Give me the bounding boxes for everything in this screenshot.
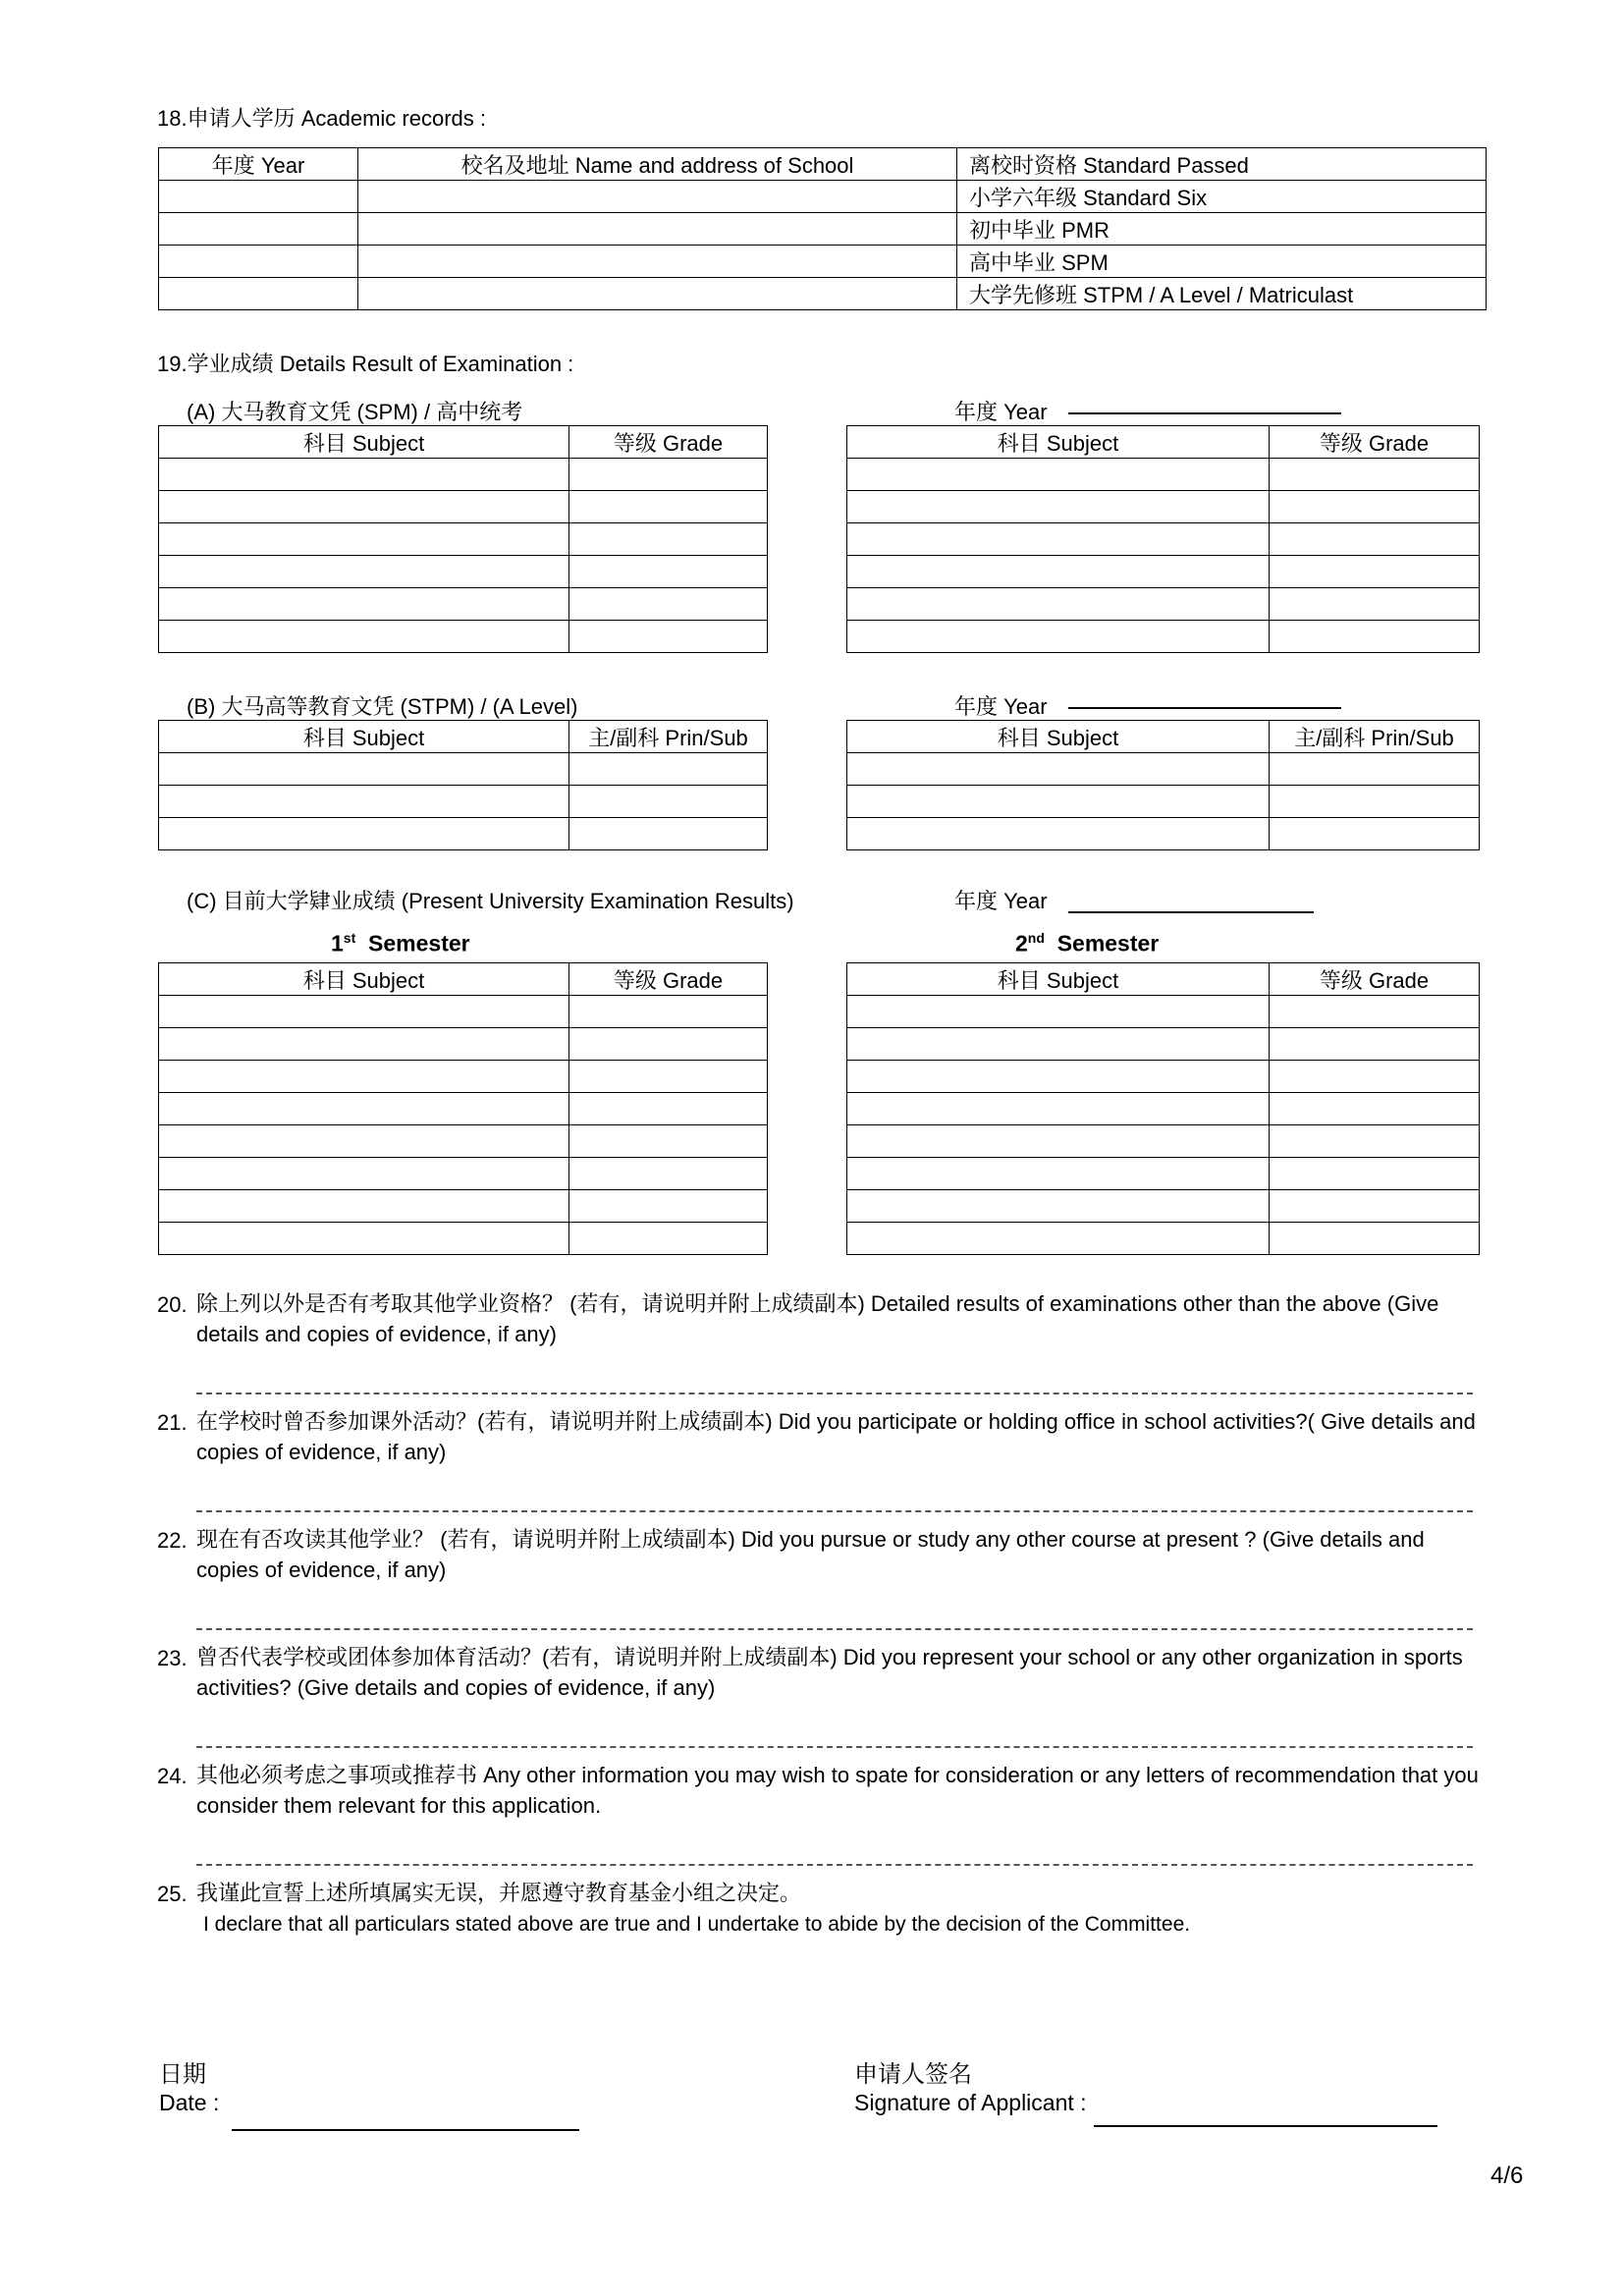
date-label-zh: 日期 [159, 2061, 206, 2088]
col-header-standard: 离校时资格 Standard Passed [957, 148, 1487, 181]
table-row [847, 523, 1480, 556]
subject-cell[interactable] [847, 996, 1270, 1028]
grade-cell[interactable] [1270, 459, 1480, 491]
year-label-a: 年度 Year [954, 400, 1048, 424]
page-number: 4/6 [1490, 2162, 1524, 2189]
table-row [847, 459, 1480, 491]
grade-cell[interactable] [569, 1061, 768, 1093]
col-header-prin-sub: 主/副科 Prin/Sub [1270, 721, 1480, 753]
table-row [847, 786, 1480, 818]
year-field-b[interactable] [1068, 707, 1341, 709]
school-cell[interactable] [358, 246, 957, 278]
grade-cell[interactable] [1270, 1223, 1480, 1255]
answer-line-24[interactable] [196, 1864, 1473, 1866]
semester-1-table [158, 962, 768, 1255]
grade-cell[interactable] [1270, 1061, 1480, 1093]
prin-sub-cell[interactable] [569, 753, 768, 786]
table-row [159, 181, 1487, 213]
table-row [159, 996, 768, 1028]
answer-line-22[interactable] [196, 1628, 1473, 1630]
table-row [159, 818, 768, 850]
table-row [159, 523, 768, 556]
table-row [847, 491, 1480, 523]
table-row [159, 459, 768, 491]
stpm-table-left [158, 720, 768, 850]
section-19-title: 19.学业成绩 Details Result of Examination : [157, 352, 574, 376]
question-21-text: 在学校时曾否参加课外活动？(若有，请说明并附上成绩副本) Did you participate or holding office in school activities?( Give details and copies of evidence, if any) [196, 1409, 1476, 1464]
level-label: 大学先修班 STPM / A Level / Matriculast [957, 278, 1487, 310]
prin-sub-cell[interactable] [1270, 753, 1480, 786]
grade-cell[interactable] [1270, 1028, 1480, 1061]
question-22-text: 现在有否攻读其他学业？ (若有，请说明并附上成绩副本) Did you pursue or study any other course at present ? (Give details and copies of evidence, if any) [196, 1527, 1425, 1582]
table-row [847, 996, 1480, 1028]
table-row [159, 491, 768, 523]
subject-cell[interactable] [847, 1125, 1270, 1158]
col-header-grade: 等级 Grade [1270, 963, 1480, 996]
subject-cell[interactable] [847, 588, 1270, 621]
table-row [159, 1158, 768, 1190]
table-row [847, 621, 1480, 653]
subject-cell[interactable] [847, 621, 1270, 653]
grade-cell[interactable] [569, 491, 768, 523]
grade-cell[interactable] [1270, 621, 1480, 653]
level-label: 初中毕业 PMR [957, 213, 1487, 246]
grade-cell[interactable] [1270, 1190, 1480, 1223]
subject-cell[interactable] [159, 1190, 569, 1223]
subject-cell[interactable] [159, 753, 569, 786]
table-row [847, 1190, 1480, 1223]
prin-sub-cell[interactable] [1270, 786, 1480, 818]
table-row [159, 1093, 768, 1125]
question-24-text: 其他必须考虑之事项或推荐书 Any other information you may wish to spate for consideration or any letters of recommendation that you consider them relevant for this application. [196, 1763, 1479, 1818]
subject-cell[interactable] [847, 523, 1270, 556]
declaration-zh: 我谨此宣誓上述所填属实无误，并愿遵守教育基金小组之决定。 [196, 1881, 802, 1905]
prin-sub-cell[interactable] [1270, 818, 1480, 850]
semester-1-heading [331, 930, 470, 957]
answer-line-20[interactable] [196, 1393, 1473, 1394]
grade-cell[interactable] [569, 556, 768, 588]
table-row [847, 556, 1480, 588]
col-header-subject: 科目 Subject [159, 426, 569, 459]
prin-sub-cell[interactable] [569, 786, 768, 818]
subject-cell[interactable] [159, 523, 569, 556]
table-header-row [159, 963, 768, 996]
question-23-text: 曾否代表学校或团体参加体育活动？(若有，请说明并附上成绩副本) Did you represent your school or any other organization in sports activities? (Give details and copies of evidence, if any) [196, 1645, 1463, 1700]
signature-field[interactable] [1094, 2125, 1437, 2127]
grade-cell[interactable] [1270, 1158, 1480, 1190]
table-row [847, 753, 1480, 786]
subject-cell[interactable] [847, 459, 1270, 491]
col-header-subject: 科目 Subject [847, 963, 1270, 996]
year-cell[interactable] [159, 181, 358, 213]
subject-cell[interactable] [847, 1061, 1270, 1093]
spm-table-right [846, 425, 1480, 653]
grade-cell[interactable] [1270, 1093, 1480, 1125]
subject-cell[interactable] [159, 1061, 569, 1093]
grade-cell[interactable] [1270, 1125, 1480, 1158]
table-row [847, 1223, 1480, 1255]
table-header-row [159, 148, 1487, 181]
subject-cell[interactable] [159, 996, 569, 1028]
col-header-prin-sub: 主/副科 Prin/Sub [569, 721, 768, 753]
spm-table-left [158, 425, 768, 653]
subject-cell[interactable] [159, 588, 569, 621]
school-cell[interactable] [358, 181, 957, 213]
year-cell[interactable] [159, 278, 358, 310]
grade-cell[interactable] [1270, 996, 1480, 1028]
col-header-year: 年度 Year [159, 148, 358, 181]
table-row [847, 1093, 1480, 1125]
table-header-row [847, 963, 1480, 996]
table-row [847, 1061, 1480, 1093]
grade-cell[interactable] [569, 996, 768, 1028]
table-row [159, 621, 768, 653]
table-row [847, 1028, 1480, 1061]
semester-1-number: 1 [331, 930, 344, 957]
question-23-number: 23. [157, 1646, 188, 1670]
question-25-number: 25. [157, 1882, 188, 1906]
table-row [159, 1223, 768, 1255]
table-row [847, 1158, 1480, 1190]
date-label-en: Date : [159, 2090, 220, 2115]
col-header-subject: 科目 Subject [159, 963, 569, 996]
subject-cell[interactable] [847, 491, 1270, 523]
subject-cell[interactable] [159, 1158, 569, 1190]
school-cell[interactable] [358, 213, 957, 246]
grade-cell[interactable] [569, 1158, 768, 1190]
grade-cell[interactable] [569, 621, 768, 653]
table-row [159, 1028, 768, 1061]
col-header-subject: 科目 Subject [847, 426, 1270, 459]
subject-cell[interactable] [159, 818, 569, 850]
subject-cell[interactable] [847, 753, 1270, 786]
table-row [159, 588, 768, 621]
signature-label-en: Signature of Applicant : [854, 2090, 1087, 2115]
year-field-a[interactable] [1068, 412, 1341, 414]
question-24-number: 24. [157, 1764, 188, 1788]
spm-label: (A) 大马教育文凭 (SPM) / 高中统考 [187, 400, 523, 424]
subject-cell[interactable] [159, 1028, 569, 1061]
question-20-number: 20. [157, 1292, 188, 1317]
semester-2-suffix: nd [1027, 930, 1045, 946]
grade-cell[interactable] [569, 523, 768, 556]
table-row [159, 1061, 768, 1093]
stpm-table-right [846, 720, 1480, 850]
table-header-row [159, 721, 768, 753]
stpm-label: (B) 大马高等教育文凭 (STPM) / (A Level) [187, 694, 578, 719]
table-row [159, 556, 768, 588]
table-header-row [847, 426, 1480, 459]
table-row [847, 1125, 1480, 1158]
university-results-label: (C) 目前大学肄业成绩 (Present University Examination Results) [187, 889, 794, 913]
grade-cell[interactable] [1270, 491, 1480, 523]
subject-cell[interactable] [159, 1223, 569, 1255]
grade-cell[interactable] [1270, 556, 1480, 588]
subject-cell[interactable] [847, 1093, 1270, 1125]
table-row [159, 278, 1487, 310]
question-22-number: 22. [157, 1528, 188, 1553]
grade-cell[interactable] [1270, 588, 1480, 621]
subject-cell[interactable] [847, 786, 1270, 818]
section-18-title: 18.申请人学历 Academic records : [157, 106, 486, 131]
subject-cell[interactable] [159, 1093, 569, 1125]
signature-label-zh: 申请人签名 [854, 2061, 972, 2088]
table-row [159, 786, 768, 818]
semester-2-table [846, 962, 1480, 1255]
subject-cell[interactable] [847, 818, 1270, 850]
subject-cell[interactable] [847, 556, 1270, 588]
grade-cell[interactable] [569, 1223, 768, 1255]
col-header-grade: 等级 Grade [569, 963, 768, 996]
subject-cell[interactable] [159, 621, 569, 653]
subject-cell[interactable] [847, 1158, 1270, 1190]
semester-2-number: 2 [1015, 930, 1028, 957]
grade-cell[interactable] [1270, 523, 1480, 556]
subject-cell[interactable] [159, 786, 569, 818]
subject-cell[interactable] [847, 1190, 1270, 1223]
table-header-row [159, 426, 768, 459]
semester-1-word: Semester [368, 930, 470, 957]
answer-line-23[interactable] [196, 1746, 1473, 1748]
table-row [159, 1190, 768, 1223]
table-header-row [847, 721, 1480, 753]
year-cell[interactable] [159, 246, 358, 278]
answer-line-21[interactable] [196, 1510, 1473, 1512]
subject-cell[interactable] [847, 1223, 1270, 1255]
question-20-text: 除上列以外是否有考取其他学业资格？ (若有，请说明并附上成绩副本) Detailed results of examinations other than the above (Give details and copies of evidence, if any) [196, 1291, 1439, 1346]
grade-cell[interactable] [569, 1093, 768, 1125]
table-row [159, 213, 1487, 246]
school-cell[interactable] [358, 278, 957, 310]
grade-cell[interactable] [569, 1028, 768, 1061]
semester-1-suffix: st [343, 930, 356, 946]
question-21-number: 21. [157, 1410, 188, 1435]
col-header-grade: 等级 Grade [1270, 426, 1480, 459]
year-label-b: 年度 Year [954, 694, 1048, 719]
subject-cell[interactable] [159, 556, 569, 588]
table-row [159, 246, 1487, 278]
prin-sub-cell[interactable] [569, 818, 768, 850]
table-row [159, 753, 768, 786]
grade-cell[interactable] [569, 459, 768, 491]
level-label: 小学六年级 Standard Six [957, 181, 1487, 213]
col-header-subject: 科目 Subject [159, 721, 569, 753]
academic-records-table [158, 147, 1487, 310]
col-header-subject: 科目 Subject [847, 721, 1270, 753]
subject-cell[interactable] [847, 1028, 1270, 1061]
date-field[interactable] [232, 2129, 579, 2131]
grade-cell[interactable] [569, 1190, 768, 1223]
col-header-school: 校名及地址 Name and address of School [358, 148, 957, 181]
year-cell[interactable] [159, 213, 358, 246]
year-label-c: 年度 Year [954, 889, 1048, 913]
table-row [847, 818, 1480, 850]
table-row [847, 588, 1480, 621]
semester-2-heading [1015, 930, 1159, 957]
col-header-grade: 等级 Grade [569, 426, 768, 459]
semester-2-word: Semester [1056, 930, 1160, 957]
year-field-c[interactable] [1068, 911, 1314, 913]
grade-cell[interactable] [569, 588, 768, 621]
declaration-en: I declare that all particulars stated above are true and I undertake to abide by the decision of the Committee. [203, 1913, 1191, 1936]
level-label: 高中毕业 SPM [957, 246, 1487, 278]
grade-cell[interactable] [569, 1125, 768, 1158]
table-row [159, 1125, 768, 1158]
subject-cell[interactable] [159, 491, 569, 523]
subject-cell[interactable] [159, 1125, 569, 1158]
subject-cell[interactable] [159, 459, 569, 491]
